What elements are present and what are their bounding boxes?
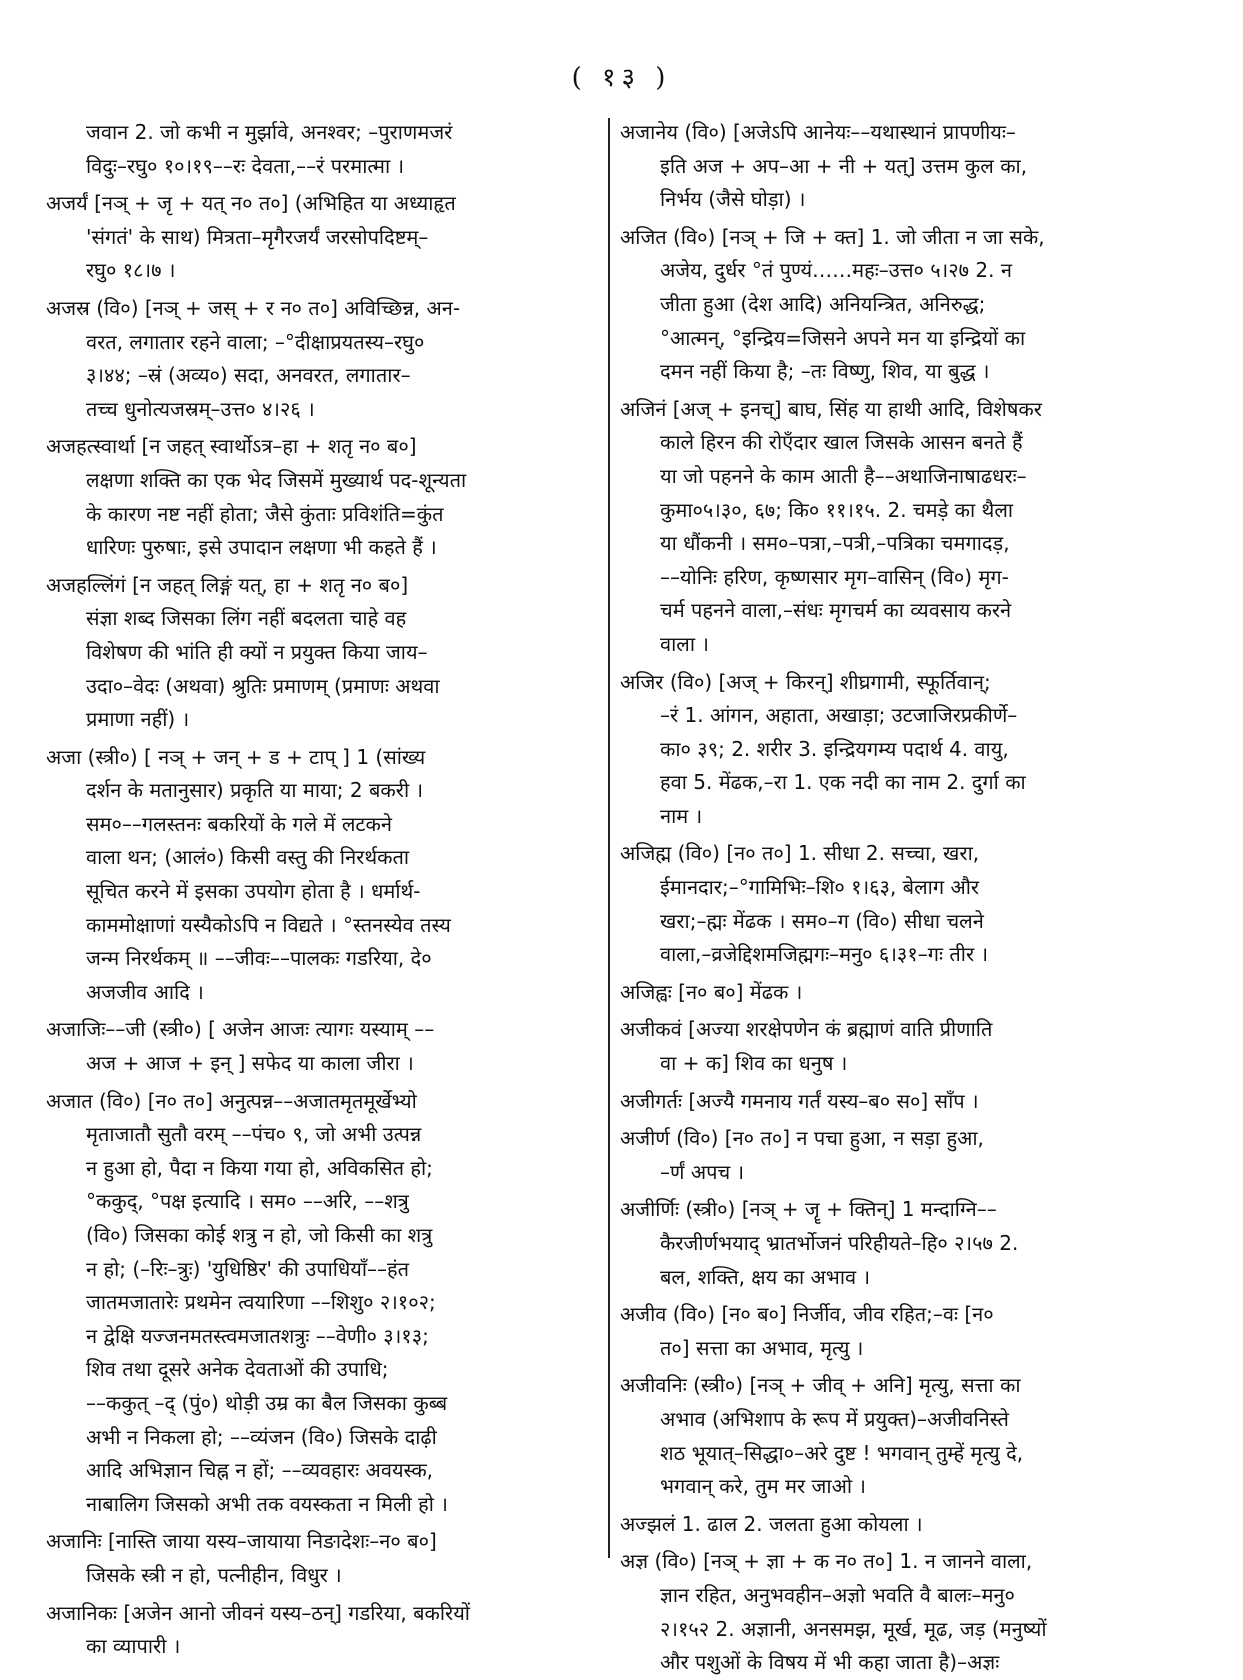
dictionary-entry: [46, 430, 598, 564]
left-column: [46, 116, 598, 1659]
dictionary-entry: [620, 116, 1176, 217]
entry-line: वा + क] शिव का धनुष ।: [660, 1051, 848, 1076]
dictionary-entry: [46, 1013, 598, 1080]
dictionary-entry: [46, 1525, 598, 1592]
entry-line: शिव तथा दूसरे अनेक देवताओं की उपाधि;: [86, 1357, 389, 1382]
entry-headword-line: अजानिः [नास्ति जाया यस्य–जायाया निङादेशः–न० ब०]: [46, 1529, 437, 1554]
dictionary-entry: [46, 569, 598, 737]
entry-headword-line: अजहत्स्वार्था [न जहत् स्वार्थोऽत्र–हा + शतृ न० ब०]: [46, 434, 417, 459]
entry-line: उदा०–वेदः (अथवा) श्रुतिः प्रमाणम् (प्रमाणः अथवा: [86, 673, 440, 698]
dictionary-entry: [620, 1298, 1176, 1365]
entry-line: और पशुओं के विषय में भी कहा जाता है)–अज्ञः: [660, 1650, 1000, 1675]
entry-line: अजजीव आदि ।: [86, 979, 204, 1004]
entry-line: या धौंकनी । सम०–पत्रा,–पत्री,–पत्रिका चमगादड़,: [660, 531, 1010, 556]
entry-line: तच्च धुनोत्यजस्रम्–उत्त० ४।२६ ।: [86, 396, 315, 421]
entry-line: विशेषण की भांति ही क्यों न प्रयुक्त किया जाय–: [86, 639, 428, 664]
entry-line: हवा 5. मेंढक,–रा 1. एक नदी का नाम 2. दुर्गा का: [660, 770, 1026, 795]
entry-headword-line: अजीवनिः (स्त्री०) [नञ् + जीव् + अनि] मृत्यु, सत्ता का: [620, 1373, 1021, 1398]
entry-line: रघु० १८।७ ।: [86, 258, 176, 283]
dictionary-entry: [46, 1085, 598, 1522]
entry-line: या जो पहनने के काम आती है––अथाजिनाषाढधरः–: [660, 463, 1027, 488]
entry-line: नाम ।: [660, 803, 703, 828]
entry-line: दर्शन के मतानुसार) प्रकृति या माया; 2 बकरी ।: [86, 778, 424, 803]
entry-line: वाला थन; (आलं०) किसी वस्तु की निरर्थकता: [86, 845, 410, 870]
entry-line: वाला ।: [660, 631, 709, 656]
entry-headword-line: अजर्यं [नञ् + जृ + यत् न० त०] (अभिहित या अध्याहृत: [46, 191, 456, 216]
entry-line: (वि०) जिसका कोई शत्रु न हो, जो किसी का शत्रु: [86, 1223, 433, 1247]
entry-headword-line: अजित (वि०) [नञ् + जि + क्त] 1. जो जीता न जा सके,: [620, 224, 1045, 249]
dictionary-entry: [46, 292, 598, 426]
entry-line: वाला,–व्रजेद्दिशमजिह्मगः–मनु० ६।३१–गः तीर ।: [660, 942, 989, 967]
entry-line: बल, शक्ति, क्षय का अभाव ।: [660, 1264, 871, 1289]
dictionary-entry: [620, 221, 1176, 389]
dictionary-entry: [46, 116, 598, 183]
dictionary-entry: [620, 666, 1176, 834]
right-column: [620, 116, 1176, 1675]
entry-line: का० ३९; 2. शरीर 3. इन्द्रियगम्य पदार्थ 4. वायु,: [660, 736, 1009, 761]
entry-headword-line: अजीकवं [अज्या शरक्षेपणेन कं ब्रह्माणं वाति प्रीणाति: [620, 1017, 993, 1042]
entry-line: ––योनिः हरिण, कृष्णसार मृग–वासिन् (वि०) मृग-: [660, 564, 1009, 589]
dictionary-entry: [620, 1122, 1176, 1189]
dictionary-entry: [620, 393, 1176, 662]
entry-line: ज्ञान रहित, अनुभवहीन–अज्ञो भवति वै बालः–मनु०: [660, 1582, 1015, 1607]
entry-line: काले हिरन की रोएँदार खाल जिसके आसन बनते हैं: [660, 430, 1023, 455]
dictionary-entry: [46, 187, 598, 288]
entry-headword-line: अजीर्ण (वि०) [न० त०] न पचा हुआ, न सड़ा हुआ,: [620, 1126, 984, 1151]
dictionary-entry: [620, 1369, 1176, 1503]
entry-headword-line: अजा (स्त्री०) [ नञ् + जन् + ड + टाप् ] 1 (सांख्य: [46, 744, 426, 769]
entry-line: न हो; (–रिः–त्रुः) 'युधिष्ठिर' की उपाधियाँ––हंत: [86, 1256, 410, 1281]
entry-line: खरा;–ह्मः मेंढक । सम०–ग (वि०) सीधा चलने: [660, 908, 984, 933]
entry-line: जिसके स्त्री न हो, पत्नीहीन, विधुर ।: [86, 1562, 342, 1587]
entry-line: ३।४४; –स्रं (अव्य०) सदा, अनवरत, लगातार–: [86, 363, 411, 388]
entry-line: सूचित करने में इसका उपयोग होता है । धर्मार्थ-: [86, 879, 421, 904]
page-number: ( १३ ): [571, 63, 672, 93]
entry-line: वरत, लगातार रहने वाला; –°दीक्षाप्रयतस्य–रघु०: [86, 329, 425, 354]
entry-line: निर्भय (जैसे घोड़ा) ।: [660, 187, 806, 212]
dictionary-entry: [620, 1085, 1176, 1119]
entry-line: मृताजातौ सुतौ वरम् ––पंच० ९, जो अभी उत्पन्न: [86, 1122, 422, 1147]
entry-line: विदुः–रघु० १०।१९––रः देवता,––रं परमात्मा ।: [86, 153, 405, 178]
entry-line: त०] सत्ता का अभाव, मृत्यु ।: [660, 1335, 864, 1360]
column-divider: [608, 118, 610, 1558]
entry-line: इति अज + अप–आ + नी + यत्] उत्तम कुल का,: [660, 153, 1028, 178]
entry-headword-line: अजानेय (वि०) [अजेऽपि आनेयः––यथास्थानं प्रापणीयः–: [620, 120, 1016, 144]
entry-headword-line: अजीर्णिः (स्त्री०) [नञ् + जॄ + क्तिन्] 1 मन्दाग्नि––: [620, 1197, 997, 1222]
entry-line: °आत्मन्, °इन्द्रिय=जिसने अपने मन या इन्द्रियों का: [660, 325, 1026, 350]
entry-line: –रं 1. आंगन, अहाता, अखाड़ा; उटजाजिरप्रकीर्णे–: [660, 703, 1018, 728]
dictionary-entry: [620, 1013, 1176, 1080]
entry-headword-line: अजहल्लिंगं [न जहत् लिङ्गं यत्, हा + शतृ न० ब०]: [46, 572, 409, 597]
entry-headword-line: अजस्र (वि०) [नञ् + जस् + र न० त०] अविच्छिन्न, अन-: [46, 295, 461, 320]
entry-line: अज + आज + इन् ] सफेद या काला जीरा ।: [86, 1051, 414, 1076]
dictionary-entry: [620, 1508, 1176, 1542]
entry-headword-line: अजात (वि०) [न० त०] अनुत्पन्न––अजातमृतमूर्खेभ्यो: [46, 1088, 417, 1113]
dictionary-entry: [46, 1597, 598, 1664]
entry-line: ––ककुत् –द् (पुं०) थोड़ी उम्र का बैल जिसका कुब्ब: [86, 1390, 448, 1415]
entry-line: का व्यापारी ।: [86, 1634, 181, 1659]
entry-line: न हुआ हो, पैदा न किया गया हो, अविकसित हो;: [86, 1155, 433, 1180]
entry-headword-line: अजिह्म (वि०) [न० त०] 1. सीधा 2. सच्चा, खरा,: [620, 841, 980, 866]
entry-line: प्रमाणा नहीं) ।: [86, 707, 190, 732]
entry-headword-line: अजिनं [अज् + इनच्] बाघ, सिंह या हाथी आदि, विशेषकर: [620, 396, 1042, 421]
entry-line: संज्ञा शब्द जिसका लिंग नहीं बदलता चाहे वह: [86, 606, 407, 631]
entry-line: २।१५२ 2. अज्ञानी, अनसमझ, मूर्ख, मूढ, जड़ (मनुष्यों: [660, 1616, 1047, 1641]
entry-headword-line: अजिर (वि०) [अज् + किरन्] शीघ्रगामी, स्फूर्तिवान्;: [620, 669, 991, 694]
entry-line: –र्णं अपच ।: [660, 1159, 745, 1184]
entry-line: चर्म पहनने वाला,–संधः मृगचर्म का व्यवसाय करने: [660, 598, 1012, 623]
entry-line: लक्षणा शक्ति का एक भेद जिसमें मुख्यार्थ पद-शून्यता: [86, 467, 467, 492]
entry-line: काममोक्षाणां यस्यैकोऽपि न विद्यते । °स्तनस्येव तस्य: [86, 912, 451, 937]
entry-line: अभाव (अभिशाप के रूप में प्रयुक्त)–अजीवनिस्ते: [660, 1406, 1009, 1431]
entry-line: धारिणः पुरुषाः, इसे उपादान लक्षणा भी कहते हैं ।: [86, 535, 437, 560]
entry-line: जन्म निरर्थकम् ॥ ––जीवः––पालकः गडरिया, दे०: [86, 946, 432, 971]
dictionary-entry: [620, 1545, 1176, 1679]
entry-line: कुमा०५।३०, ६७; कि० ११।१५. 2. चमड़े का थैला: [660, 497, 1014, 522]
entry-line: सम०––गलस्तनः बकरियों के गले में लटकने: [86, 811, 392, 836]
entry-line: अजेय, दुर्धर °तं पुण्यं……महः–उत्त० ५।२७ 2. न: [660, 258, 1012, 283]
entry-line: जातमजातारेः प्रथमेन त्वयारिणा ––शिशु० २।१०२;: [86, 1290, 436, 1315]
entry-line: अभी न निकला हो; ––व्यंजन (वि०) जिसके दाढ़ी: [86, 1424, 437, 1449]
entry-line: 'संगतं' के साथ) मित्रता–मृगैरजर्यं जरसोपदिष्टम्–: [86, 224, 429, 249]
entry-headword-line: अज्ञ (वि०) [नञ् + ज्ञा + क न० त०] 1. न जानने वाला,: [620, 1549, 1033, 1574]
entry-line: नाबालिग जिसको अभी तक वयस्कता न मिली हो ।: [86, 1491, 448, 1516]
entry-line: आदि अभिज्ञान चिह्न न हों; ––व्यवहारः अवयस्क,: [86, 1458, 434, 1483]
entry-line: ईमानदार;–°गामिभिः–शि० १।६३, बेलाग और: [660, 875, 980, 900]
entry-headword-line: अजानिकः [अजेन आनो जीवनं यस्य–ठन्] गडरिया, बकरियों: [46, 1600, 470, 1625]
entry-headword-line: अजाजिः––जी (स्त्री०) [ अजेन आजः त्यागः यस्याम् ––: [46, 1017, 435, 1042]
entry-line: के कारण नष्ट नहीं होता; जैसे कुंताः प्रविशंति=कुंत: [86, 501, 444, 526]
dictionary-entry: [620, 1193, 1176, 1294]
entry-headword-line: अजिह्वः [न० ब०] मेंढक ।: [620, 979, 803, 1004]
entry-headword-line: अजीव (वि०) [न० ब०] निर्जीव, जीव रहित;–वः [न०: [620, 1302, 994, 1327]
entry-line: कैरजीर्णभयाद् भ्रातर्भोजनं परिहीयते–हि० २।५७ 2.: [660, 1231, 1019, 1255]
entry-line: भगवान् करे, तुम मर जाओ ।: [660, 1474, 866, 1499]
entry-line: °ककुद्, °पक्ष इत्यादि । सम० ––अरि, ––शत्रु: [86, 1189, 409, 1214]
dictionary-entry: [620, 837, 1176, 971]
entry-line: न द्वेक्षि यज्जनमतस्त्वमजातशत्रुः ––वेणी० ३।१३;: [86, 1323, 429, 1348]
entry-headword-line: अजीगर्तः [अज्यै गमनाय गर्तं यस्य–ब० स०] साँप ।: [620, 1088, 979, 1113]
entry-headword-line: अज्झलं 1. ढाल 2. जलता हुआ कोयला ।: [620, 1511, 923, 1536]
entry-line: शठ भूयात्–सिद्धा०–अरे दुष्ट ! भगवान् तुम्हें मृत्यु दे,: [660, 1440, 1024, 1465]
entry-headword-line: जवान 2. जो कभी न मुर्झावे, अनश्वर; –पुराणमजरं: [86, 120, 453, 144]
entry-line: दमन नहीं किया है; –तः विष्णु, शिव, या बुद्ध ।: [660, 359, 990, 384]
entry-line: जीता हुआ (देश आदि) अनियन्त्रित, अनिरुद्ध;: [660, 291, 986, 316]
dictionary-entry: [620, 976, 1176, 1010]
dictionary-entry: [46, 741, 598, 1010]
